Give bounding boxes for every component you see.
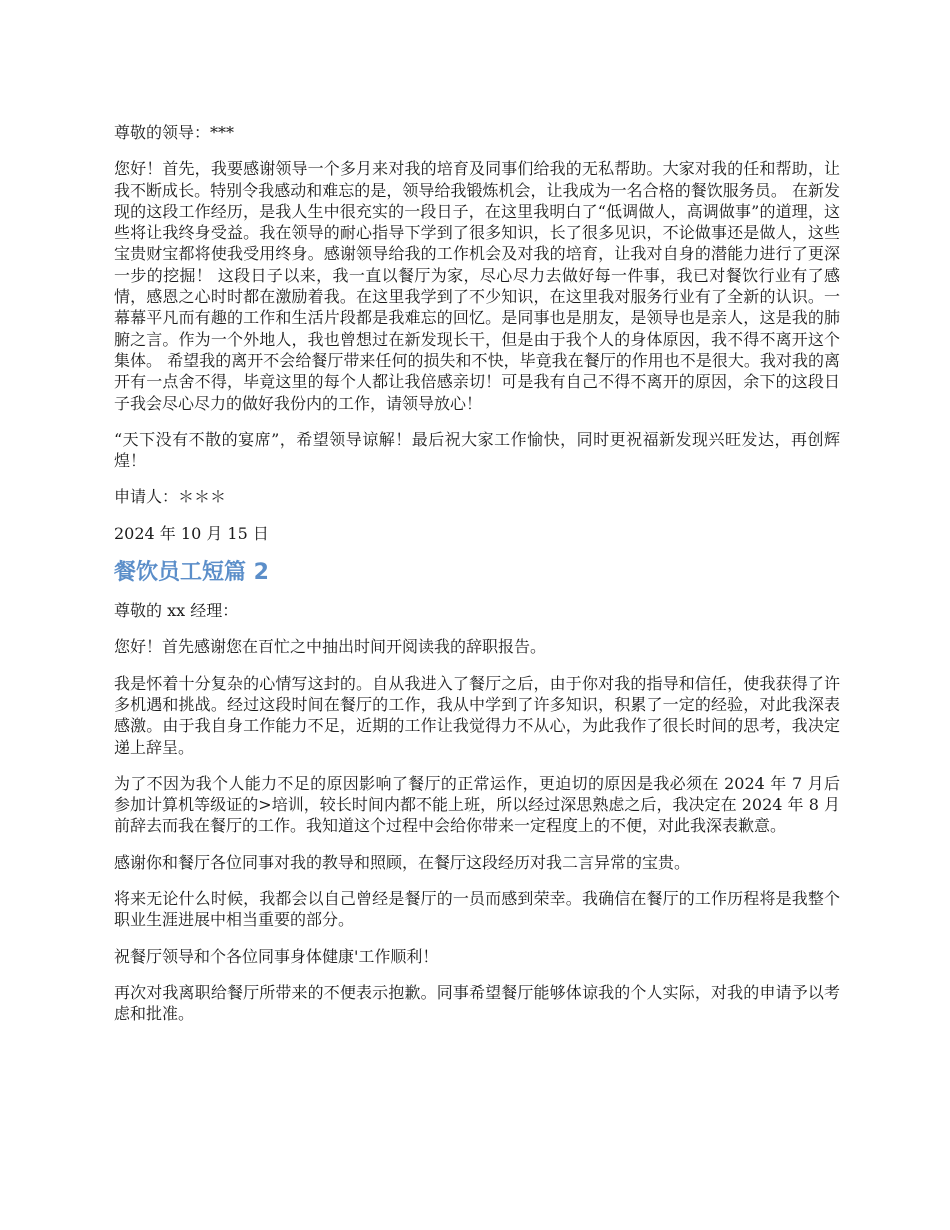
section2-paragraph: 将来无论什么时候，我都会以自己曾经是餐厅的一员而感到荣幸。我确信在餐厅的工作历程将是我整个职业生涯进展中相当重要的部分。 [114, 889, 840, 930]
section2-paragraph: 祝餐厅领导和个各位同事身体健康'工作顺利！ [114, 946, 439, 966]
document-page [114, 122, 840, 1040]
section2-paragraph: 您好！首先感谢您在百忙之中抽出时间开阅读我的辞职报告。 [114, 637, 547, 657]
letter1-salutation: 尊敬的领导：*** [114, 123, 235, 142]
section2-paragraph: 感谢你和餐厅各位同事对我的教导和照顾，在餐厅这段经历对我二言异常的宝贵。 [114, 852, 691, 872]
letter1-applicant: 申请人：＊＊＊ [114, 487, 227, 507]
section2-paragraph: 再次对我离职给餐厅所带来的不便表示抱歉。同事希望餐厅能够体谅我的个人实际，对我的申请予以考虑和批准。 [114, 982, 840, 1024]
section2-salutation: 尊敬的 xx 经理： [114, 601, 239, 621]
section2-heading: 餐饮员工短篇 2 [114, 560, 269, 586]
letter1-closing: “天下没有不散的宴席”，希望领导谅解！最后祝大家工作愉快，同时更祝福新发现兴旺发达，再创辉煌！ [114, 429, 840, 471]
section2-paragraph: 我是怀着十分复杂的心情写这封的。自从我进入了餐厅之后，由于你对我的指导和信任，使我获得了许多机遇和挑战。经过这段时间在餐厅的工作，我从中学到了许多知识，积累了一定的经验，对此我深表感激。由于我自身工作能力不足，近期的工作让我觉得力不从心，为此我作了很长时间的思考，我决定递上辞呈。 [114, 673, 840, 757]
letter1-date: 2024 年 10 月 15 日 [114, 523, 269, 543]
letter1-body: 您好！首先，我要感谢领导一个多月来对我的培育及同事们给我的无私帮助。大家对我的任和帮助，让我不断成长。特别令我感动和难忘的是，领导给我锻炼机会，让我成为一名合格的餐饮服务员。 在新发现的这段工作经历，是我人生中很充实的一段日子，在这里我明白了“低调做人，高调做事”的道理，这些将让我终身受益。我在领导的耐心指导下学到了很多知识，长了很多见识，不论做事还是做人，这些宝贵财宝都将使我受用终身。感谢领导给我的工作机会及对我的培育，让我对自身的潜能力进行了更深一步的挖掘！ 这段日子以来，我一直以餐厅为家，尽心尽力去做好每一件事，我已对餐饮行业有了感情，感恩之心时时都在激励着我。在这里我学到了不少知识，在这里我对服务行业有了全新的认识。一幕幕平凡而有趣的工作和生活片段都是我难忘的回忆。是同事也是朋友，是领导也是亲人，这是我的肺腑之言。作为一个外地人，我也曾想过在新发现长干，但是由于我个人的身体原因，我不得不离开这个集体。 希望我的离开不会给餐厅带来任何的损失和不快，毕竟我在餐厅的作用也不是很大。我对我的离开有一点舍不得，毕竟这里的每个人都让我倍感亲切！可是我有自己不得不离开的原因，余下的这段日子我会尽心尽力的做好我份内的工作，请领导放心！ [114, 159, 840, 413]
section2-paragraph: 为了不因为我个人能力不足的原因影响了餐厅的正常运作，更迫切的原因是我必须在 2024 年 7 月后参加计算机等级证的>培训，较长时间内都不能上班，所以经过深思熟虑之后，我决定在 2024 年 8 月前辞去而我在餐厅的工作。我知道这个过程中会给你带来一定程度上的不便，对此我深表歉意。 [114, 773, 840, 836]
